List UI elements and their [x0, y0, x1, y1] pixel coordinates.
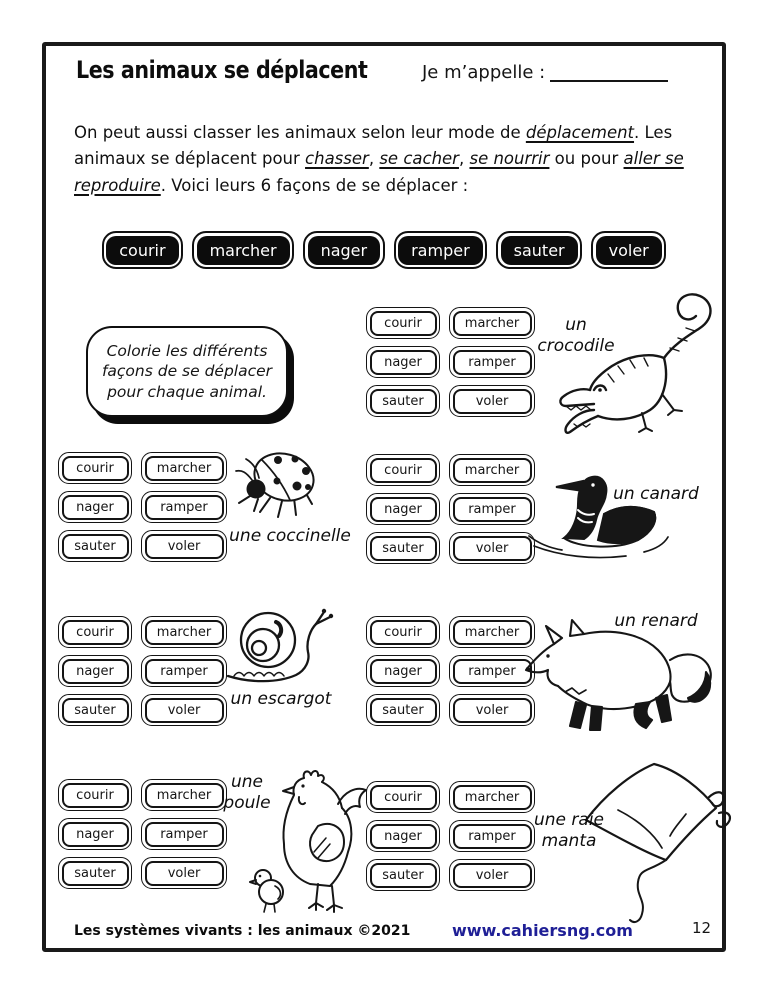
word-button-sauter-raie_manta[interactable]	[366, 859, 440, 891]
footer-credit: Les systèmes vivants : les animaux ©2021	[74, 923, 411, 939]
word-button-marcher-poule[interactable]	[141, 779, 227, 811]
legend-chip-voler	[591, 231, 666, 269]
word-button-nager-crocodile[interactable]	[366, 346, 440, 378]
label-coccinelle: une coccinelle	[229, 526, 351, 546]
word-button-label: sauter	[62, 698, 129, 723]
word-button-label: courir	[370, 785, 437, 810]
label-poule: une poule	[223, 772, 271, 813]
word-button-sauter-escargot[interactable]	[58, 694, 132, 726]
legend-chip-label: ramper	[398, 236, 483, 265]
legend-chip-label: marcher	[197, 236, 290, 265]
legend-chip-label: courir	[106, 236, 178, 265]
word-button-nager-renard[interactable]	[366, 655, 440, 687]
page-title: Les animaux se déplacent	[76, 56, 368, 84]
intro-keyword: déplacement	[525, 123, 635, 142]
word-button-label: voler	[145, 861, 224, 886]
word-button-label: nager	[370, 659, 437, 684]
word-button-sauter-crocodile[interactable]	[366, 385, 440, 417]
intro-keyword: se cacher	[379, 149, 459, 169]
snail-illustration	[220, 598, 335, 690]
word-button-courir-poule[interactable]	[58, 779, 132, 811]
word-button-label: voler	[453, 863, 532, 888]
word-button-label: sauter	[62, 534, 129, 559]
legend-chip-label: sauter	[501, 236, 578, 265]
word-button-label: sauter	[370, 863, 437, 888]
word-button-voler-canard[interactable]	[449, 532, 535, 564]
word-button-label: nager	[370, 497, 437, 522]
word-button-label: courir	[62, 456, 129, 481]
word-button-marcher-crocodile[interactable]	[449, 307, 535, 339]
word-button-label: ramper	[145, 659, 224, 684]
word-button-ramper-escargot[interactable]	[141, 655, 227, 687]
label-canard: un canard	[613, 484, 699, 504]
word-button-label: nager	[370, 350, 437, 375]
label-raie-manta: une raie manta	[534, 810, 605, 851]
movement-grid-canard	[366, 454, 535, 564]
movement-grid-crocodile	[366, 307, 535, 417]
word-button-ramper-coccinelle[interactable]	[141, 491, 227, 523]
movement-grid-poule	[58, 779, 227, 889]
word-button-voler-raie_manta[interactable]	[449, 859, 535, 891]
word-button-label: voler	[145, 534, 224, 559]
word-button-label: voler	[453, 536, 532, 561]
intro-paragraph	[74, 120, 734, 199]
word-button-label: courir	[370, 458, 437, 483]
word-button-label: voler	[453, 698, 532, 723]
word-button-nager-canard[interactable]	[366, 493, 440, 525]
intro-text: ,	[368, 149, 380, 169]
word-button-label: marcher	[453, 785, 532, 810]
word-button-label: marcher	[453, 458, 532, 483]
movement-grid-renard	[366, 616, 535, 726]
word-button-voler-crocodile[interactable]	[449, 385, 535, 417]
footer-page-number: 12	[692, 919, 712, 937]
word-button-courir-coccinelle[interactable]	[58, 452, 132, 484]
movement-grid-raie-manta	[366, 781, 535, 891]
word-button-label: marcher	[453, 620, 532, 645]
word-button-label: ramper	[453, 659, 532, 684]
word-button-label: nager	[370, 824, 437, 849]
word-button-ramper-crocodile[interactable]	[449, 346, 535, 378]
legend-chip-label: nager	[308, 236, 381, 265]
word-button-nager-raie_manta[interactable]	[366, 820, 440, 852]
footer-url-link[interactable]: www.cahiersng.com	[452, 921, 633, 940]
word-button-sauter-renard[interactable]	[366, 694, 440, 726]
legend-chip-label: voler	[596, 236, 662, 265]
word-button-marcher-escargot[interactable]	[141, 616, 227, 648]
intro-text: . Voici leurs 6 façons de se déplacer :	[160, 175, 469, 195]
movement-grid-escargot	[58, 616, 227, 726]
movement-legend-row	[42, 231, 726, 269]
word-button-label: marcher	[145, 456, 224, 481]
legend-chip-marcher	[192, 231, 294, 269]
word-button-sauter-coccinelle[interactable]	[58, 530, 132, 562]
word-button-voler-poule[interactable]	[141, 857, 227, 889]
legend-chip-nager	[303, 231, 385, 269]
name-field-row	[422, 62, 668, 83]
word-button-ramper-canard[interactable]	[449, 493, 535, 525]
word-button-marcher-canard[interactable]	[449, 454, 535, 486]
word-button-label: ramper	[453, 497, 532, 522]
word-button-marcher-raie_manta[interactable]	[449, 781, 535, 813]
word-button-label: voler	[145, 698, 224, 723]
word-button-label: marcher	[145, 783, 224, 808]
word-button-nager-poule[interactable]	[58, 818, 132, 850]
word-button-courir-escargot[interactable]	[58, 616, 132, 648]
word-button-sauter-poule[interactable]	[58, 857, 132, 889]
word-button-label: ramper	[145, 495, 224, 520]
intro-text: . Les animaux se déplacent pour	[74, 123, 673, 169]
intro-text: ou pour	[549, 149, 624, 169]
word-button-courir-crocodile[interactable]	[366, 307, 440, 339]
word-button-label: courir	[62, 620, 129, 645]
name-label: Je m’appelle :	[422, 62, 546, 83]
word-button-ramper-raie_manta[interactable]	[449, 820, 535, 852]
movement-grid-coccinelle	[58, 452, 227, 562]
word-button-label: nager	[62, 495, 129, 520]
intro-text: On peut aussi classer les animaux selon leur mode de	[74, 123, 526, 142]
manta-ray-illustration	[582, 756, 732, 926]
word-button-label: courir	[370, 311, 437, 336]
word-button-courir-renard[interactable]	[366, 616, 440, 648]
label-renard: un renard	[614, 611, 698, 631]
word-button-label: sauter	[370, 536, 437, 561]
word-button-voler-escargot[interactable]	[141, 694, 227, 726]
legend-chip-sauter	[496, 231, 582, 269]
word-button-label: ramper	[453, 824, 532, 849]
word-button-marcher-coccinelle[interactable]	[141, 452, 227, 484]
word-button-nager-escargot[interactable]	[58, 655, 132, 687]
word-button-label: courir	[62, 783, 129, 808]
label-crocodile: un crocodile	[537, 315, 615, 356]
word-button-label: sauter	[370, 389, 437, 414]
word-button-sauter-canard[interactable]	[366, 532, 440, 564]
word-button-label: voler	[453, 389, 532, 414]
intro-keyword: aller se reproduire	[74, 149, 684, 195]
instruction-bubble: Colorie les différents façons de se déplacer pour chaque animal.	[86, 326, 288, 417]
word-button-label: courir	[370, 620, 437, 645]
legend-chip-courir	[102, 231, 183, 269]
intro-keyword: chasser	[305, 149, 369, 169]
label-escargot: un escargot	[230, 689, 332, 709]
word-button-label: ramper	[145, 822, 224, 847]
crocodile-illustration	[554, 286, 724, 434]
legend-chip-ramper	[394, 231, 488, 269]
duck-illustration	[526, 466, 671, 568]
word-button-label: marcher	[145, 620, 224, 645]
name-input-line[interactable]	[550, 62, 668, 82]
word-button-label: nager	[62, 659, 129, 684]
word-button-label: marcher	[453, 311, 532, 336]
word-button-label: nager	[62, 822, 129, 847]
word-button-ramper-poule[interactable]	[141, 818, 227, 850]
word-button-label: sauter	[62, 861, 129, 886]
ladybug-illustration	[232, 444, 322, 524]
word-button-label: ramper	[453, 350, 532, 375]
word-button-nager-coccinelle[interactable]	[58, 491, 132, 523]
word-button-courir-raie_manta[interactable]	[366, 781, 440, 813]
fox-illustration	[520, 618, 716, 746]
intro-text: ,	[458, 149, 470, 169]
word-button-courir-canard[interactable]	[366, 454, 440, 486]
word-button-label: sauter	[370, 698, 437, 723]
intro-keyword: se nourrir	[469, 149, 550, 169]
word-button-voler-coccinelle[interactable]	[141, 530, 227, 562]
